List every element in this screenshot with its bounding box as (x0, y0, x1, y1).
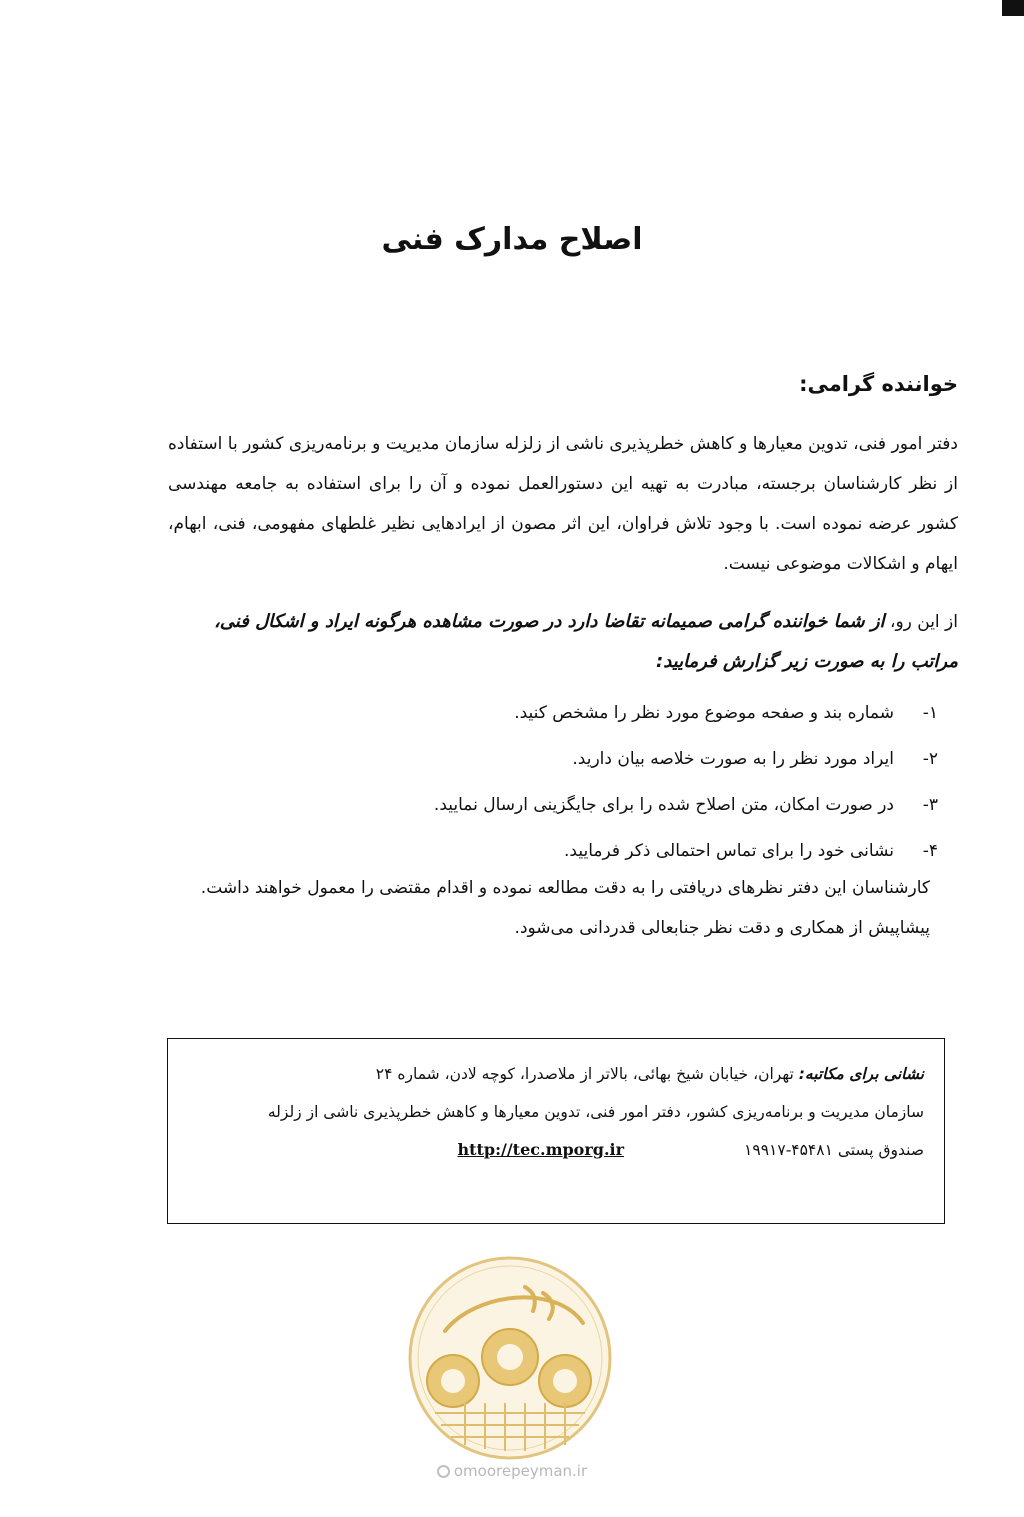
list-item-text: نشانی خود را برای تماس احتمالی ذکر فرمایید. (564, 841, 894, 861)
address-label: نشانی برای مکاتبه: (798, 1065, 924, 1083)
list-item (168, 690, 938, 736)
closing-line-2: پیشاپیش از همکاری و دقت نظر جنابعالی قدردانی می‌شود. (514, 918, 930, 938)
address-line (182, 1055, 924, 1093)
list-item-number: ۴- (922, 841, 938, 861)
address-box (167, 1038, 945, 1224)
request-paragraph (168, 602, 958, 682)
address-text: تهران، خیابان شیخ بهائی، بالاتر از ملاصدرا، کوچه لادن، شماره ۲۴ (375, 1065, 794, 1083)
website-link[interactable]: http://tec.mporg.ir (457, 1140, 625, 1159)
list-item-number: ۱- (922, 703, 938, 723)
watermark-logo-icon (405, 1253, 615, 1463)
list-item (168, 782, 938, 828)
closing-line-1: کارشناسان این دفتر نظرهای دریافتی را به دقت مطالعه نموده و اقدام مقتضی را معمول خواهند داشت. (200, 878, 930, 898)
list-item-text: شماره بند و صفحه موضوع مورد نظر را مشخص کنید. (514, 703, 894, 723)
at-icon (437, 1465, 450, 1478)
postal-box: صندوق پستی ۴۵۴۸۱-۱۹۹۱۷ (744, 1141, 924, 1159)
closing-paragraph (168, 868, 958, 948)
request-emphasis: از شما خواننده گرامی صمیمانه تقاضا دارد در صورت مشاهده هرگونه ایراد و اشکال فنی، مراتب را به صورت زیر گزارش فرمایید: (213, 611, 958, 672)
list-item-text: ایراد مورد نظر را به صورت خلاصه بیان دارید. (572, 749, 894, 769)
intro-paragraph: دفتر امور فنی، تدوین معیارها و کاهش خطرپذیری ناشی از زلزله سازمان مدیریت و برنامه‌ریزی کشور با استفاده از نظر کارشناسان برجسته، مبادرت به تهیه این دستورالعمل نموده و آن را برای استفاده به جامعه مهندسی کشور عرضه نموده است. با وجود تلاش فراوان، این اثر مصون از ایرادهایی نظیر غلطهای مفهومی، فنی، ابهام، ایهام و اشکالات موضوعی نیست. (168, 434, 958, 574)
list-item-number: ۲- (922, 749, 938, 769)
page-title: اصلاح مدارک فنی (381, 222, 643, 257)
list-item-number: ۳- (922, 795, 938, 815)
watermark-text (0, 1462, 1024, 1480)
scan-corner-mark (1002, 0, 1024, 16)
list-item (168, 736, 938, 782)
instruction-list (168, 690, 938, 874)
watermark-url: omoorepeyman.ir (453, 1462, 588, 1480)
organization-line: سازمان مدیریت و برنامه‌ریزی کشور، دفتر امور فنی، تدوین معیارها و کاهش خطرپذیری ناشی از زلزله (267, 1103, 924, 1121)
request-lead: از این رو، (889, 612, 958, 632)
list-item-text: در صورت امکان، متن اصلاح شده را برای جایگزینی ارسال نمایید. (433, 795, 894, 815)
postal-url-line (182, 1131, 924, 1169)
salutation: خواننده گرامی: (799, 372, 958, 396)
